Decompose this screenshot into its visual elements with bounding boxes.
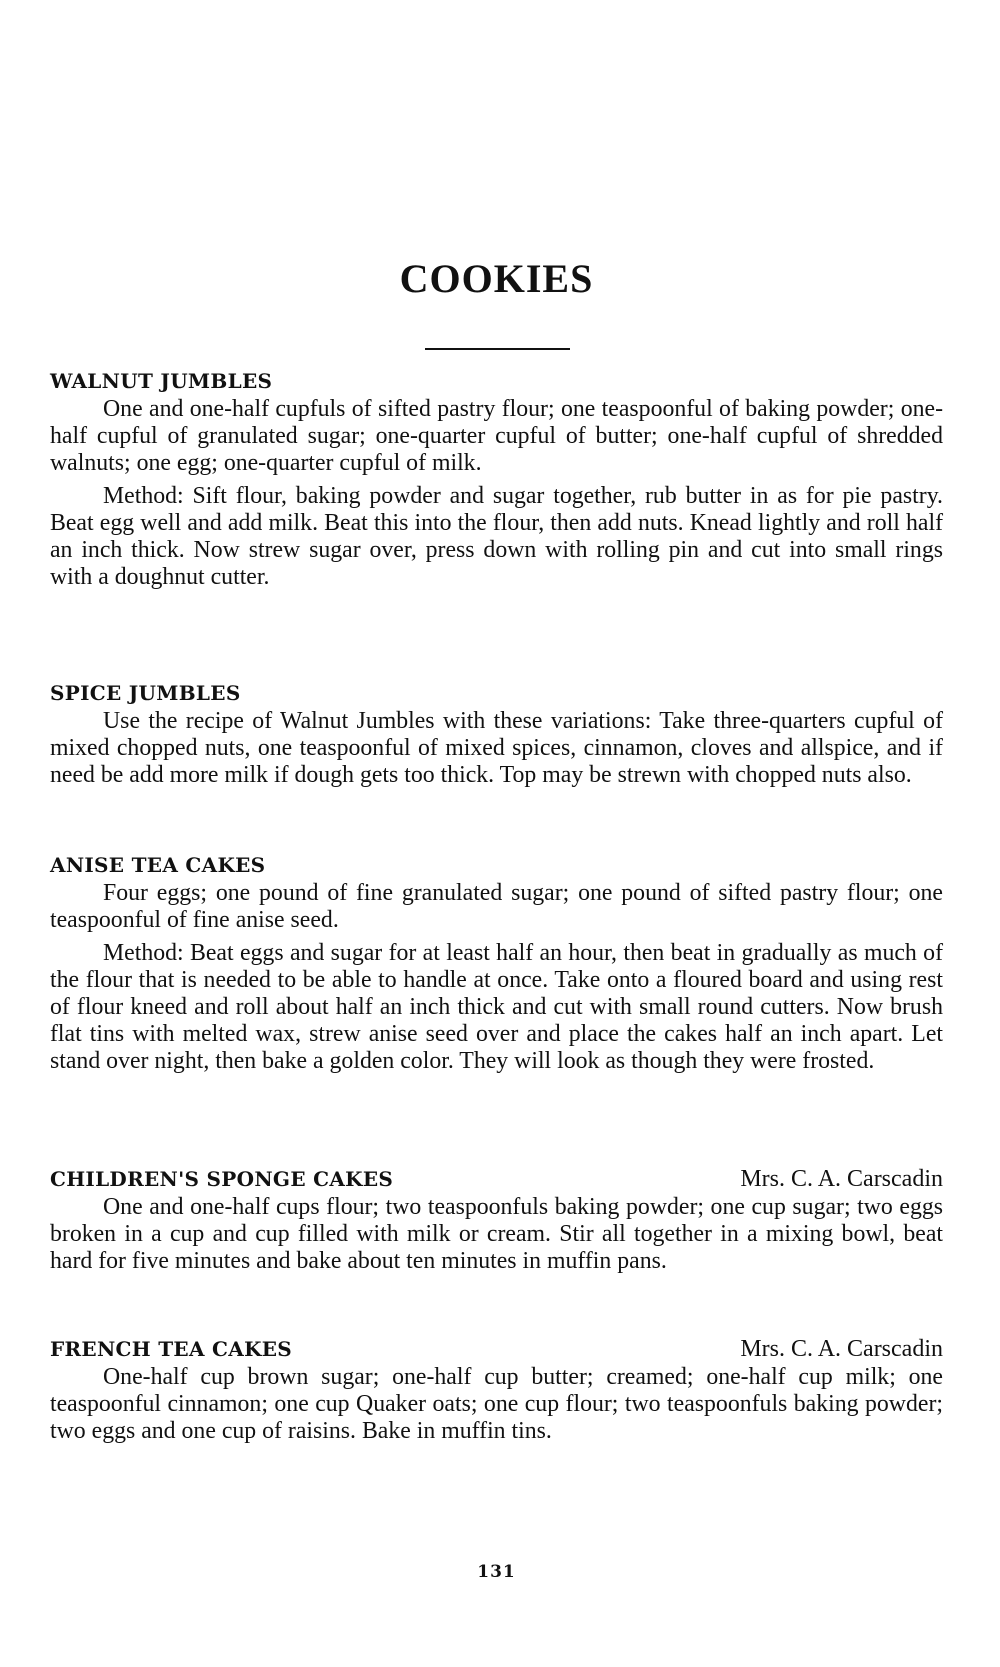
recipe-childrens-sponge-cakes <box>50 1164 943 1275</box>
recipe-french-tea-cakes <box>50 1334 943 1445</box>
recipe-header <box>50 1334 943 1364</box>
recipe-header <box>50 678 943 708</box>
method-paragraph: Method: Sift flour, baking powder and sugar together, rub butter in as for pie pastry. Beat egg well and add milk. Beat this into the flour, then add nuts. Knead lightly and roll half an inch thick. Now strew sugar over, press down with rolling pin and cut into small rings with a doughnut cutter. <box>50 483 943 590</box>
ingredients-paragraph: Four eggs; one pound of fine granulated sugar; one pound of sifted pastry flour; one teaspoonful of fine anise seed. <box>50 880 943 933</box>
recipe-header <box>50 366 943 396</box>
recipe-header <box>50 1164 943 1194</box>
recipe-title: CHILDREN'S SPONGE CAKES <box>50 1167 394 1191</box>
recipe-author: Mrs. C. A. Carscadin <box>740 1336 943 1362</box>
recipe-title: SPICE JUMBLES <box>50 681 241 705</box>
recipe-paragraph: Use the recipe of Walnut Jumbles with these variations: Take three-quarters cupful of mixed chopped nuts, one teaspoonful of mixed spices, cinnamon, cloves and allspice, and if need be add more milk if dough gets too thick. Top may be strewn with chopped nuts also. <box>50 708 943 788</box>
recipe-title: WALNUT JUMBLES <box>50 369 273 393</box>
recipe-author: Mrs. C. A. Carscadin <box>740 1166 943 1192</box>
recipe-title: FRENCH TEA CAKES <box>50 1337 293 1361</box>
title-divider <box>425 348 570 350</box>
method-paragraph: Method: Beat eggs and sugar for at least half an hour, then beat in gradually as much of the flour that is needed to be able to handle at once. Take onto a floured board and using rest of flour kneed and roll about half an inch thick and cut with small round cutters. Now brush flat tins with melted wax, strew anise seed over and place the cakes half an inch apart. Let stand over night, then bake a golden color. They will look as though they were frosted. <box>50 940 943 1074</box>
recipe-title: ANISE TEA CAKES <box>50 853 266 877</box>
recipe-walnut-jumbles <box>50 366 943 591</box>
recipe-header <box>50 850 943 880</box>
page-number: 131 <box>477 1562 516 1582</box>
recipe-anise-tea-cakes <box>50 850 943 1075</box>
recipe-paragraph: One and one-half cups flour; two teaspoonfuls baking powder; one cup sugar; two eggs broken in a cup and cup filled with milk or cream. Stir all together in a mixing bowl, beat hard for five minutes and bake about ten minutes in muffin pans. <box>50 1194 943 1274</box>
recipe-spice-jumbles <box>50 678 943 789</box>
ingredients-paragraph: One and one-half cupfuls of sifted pastry flour; one teaspoonful of baking powder; one-half cupful of granulated sugar; one-quarter cupful of butter; one-half cupful of shredded walnuts; one egg; one-quarter cupful of milk. <box>50 396 943 476</box>
book-page <box>50 0 943 1667</box>
page-title: COOKIES <box>399 256 594 301</box>
recipe-paragraph: One-half cup brown sugar; one-half cup butter; creamed; one-half cup milk; one teaspoonful cinnamon; one cup Quaker oats; one cup flour; two teaspoonfuls baking powder; two eggs and one cup of raisins. Bake in muffin tins. <box>50 1364 943 1444</box>
